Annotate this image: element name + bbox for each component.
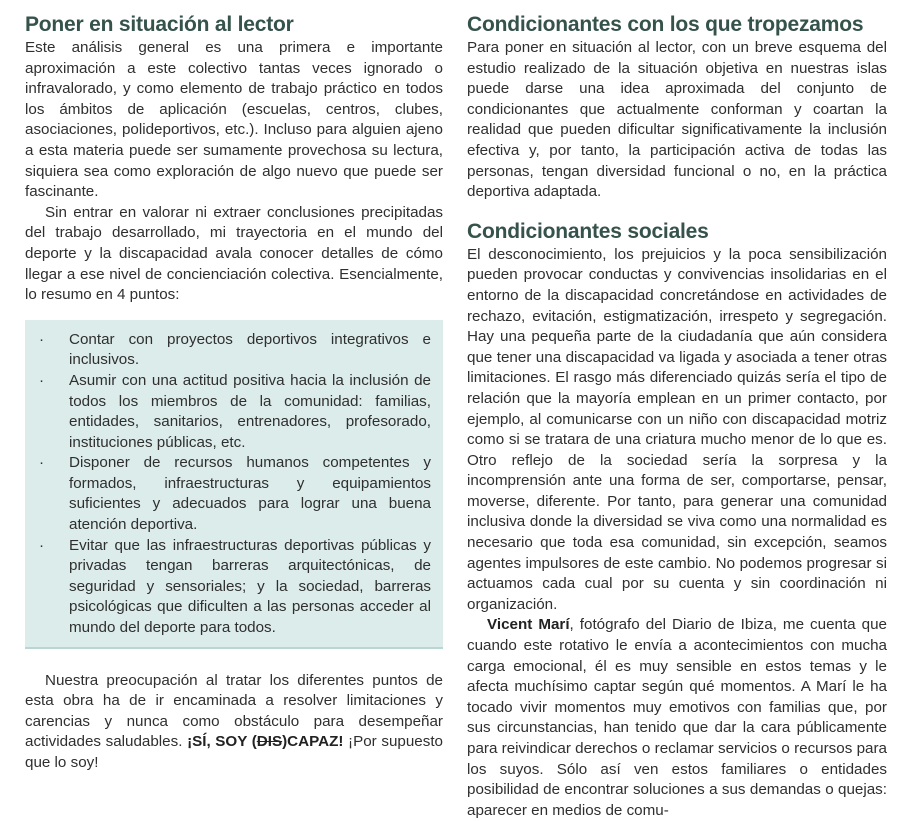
section-heading-condicionantes: Condicionantes con los que tropezamos <box>467 13 864 36</box>
points-intro-paragraph: Sin entrar en valorar ni extraer conclusiones precipitadas del trabajo desarrollado, mi trayectoria en el mundo del deporte y la discapacidad avala conocer detalles de cómo llegar a ese nivel de concienciación colectiva. Esencialmente, lo resumo en 4 puntos: <box>25 203 443 304</box>
section-heading-condicionantes-sociales: Condicionantes sociales <box>467 219 709 243</box>
bullet-icon: · <box>39 454 45 472</box>
list-item: · Evitar que las infraestructuras deportivas públicas y privadas tengan barreras arquitectónicas, de seguridad y sensoriales; y la sociedad, barreras psicológicas que dificulten a las personas acceder al mundo del deporte para todos. <box>39 536 431 637</box>
bullet-icon: · <box>39 330 45 348</box>
conclusion-paragraph: Nuestra preocupación al tratar los diferentes puntos de esta obra ha de ir encaminada a resolver limitaciones y carencias y nunca como obstáculo para desempeñar actividades saludables. ¡SÍ, SOY (DIS)CAPAZ! ¡Por supuesto que lo soy! <box>25 671 443 771</box>
key-points-box <box>25 320 443 649</box>
right-column <box>467 12 887 821</box>
condicionantes-paragraph: Para poner en situación al lector, con un breve esquema del estudio realizado de la situación objetiva en nuestras islas puede darse una idea aproximada del conjunto de condicionantes que actualmente conforman y coartan la realidad que pueden dificultar significativamente la inclusión efectiva y, por tanto, la participación activa de todas las personas, tengan diversidad funcional o no, en la práctica deportiva adaptada. <box>467 39 887 201</box>
bullet-icon: · <box>39 536 45 554</box>
list-item: · Disponer de recursos humanos competentes y formados, infraestructuras y equipamientos suficientes y adecuados para lograr una buena atención deportiva. <box>39 454 431 534</box>
left-column <box>25 12 443 774</box>
key-points-list <box>33 330 431 639</box>
section-heading-poner-en-situacion: Poner en situación al lector <box>25 13 294 36</box>
list-item: · Contar con proyectos deportivos integrativos e inclusivos. <box>39 330 431 369</box>
list-item: · Asumir con una actitud positiva hacia la inclusión de todos los miembros de la comunidad: familias, entidades, sanitarios, entrenadores, profesorado, instituciones públicas, etc. <box>39 371 431 451</box>
intro-paragraph: Este análisis general es una primera e importante aproximación a este colectivo tantas veces ignorado o infravalorado, y como elemento de trabajo práctico en todos los ámbitos de aplicación (escuelas, centros, clubes, asociaciones, polideportivos, etc.). Incluso para alguien ajeno a esta materia puede ser sumamente provechosa su lectura, siquiera sea como exploración de algo nuevo que puede ser fascinante. <box>25 39 443 201</box>
person-name: Vicent Marí <box>487 616 570 634</box>
bullet-icon: · <box>39 371 45 389</box>
vicent-mari-paragraph: Vicent Marí, fotógrafo del Diario de Ibiza, me cuenta que cuando este rotativo le envía a acontecimientos con mucha carga emocional, él es muy sensible en estos temas y le afecta muchísimo captar según qué momentos. A Marí le ha tocado vivir momentos muy emotivos con familias que, por sus circunstancias, han tenido que dar la cara públicamente para reivindicar derechos o reclamar servicios o recursos para los suyos. Sólo así ven estos familiares o entidades posibilidad de encontrar soluciones a sus demandas o quejas: aparecer en medios de comu- <box>467 616 887 819</box>
slogan: ¡SÍ, SOY (DIS)CAPAZ! <box>187 733 344 751</box>
social-paragraph: El desconocimiento, los prejuicios y la poca sensibilización pueden provocar conductas y convivencias insolidarias en el entorno de la discapacidad concretándose en actividades de rechazo, evitación, estigmatización, irrespeto y segregación. Hay una pequeña parte de la ciudadanía que aún considera que tener una discapacidad va ligada y asociada a tener otras limitaciones. El rasgo más diferenciado quizás sería el tipo de relación que la mayoría emplean en un primer contacto, por ejemplo, al comunicarse con un niño con discapacidad motriz como si se tratara de una criatura mucho menor de lo que es. Otro reflejo de la sociedad sería la sorpresa y la incomprensión ante una forma de ser, comportarse, pensar, moverse, diferente. Por tanto, para generar una comunidad inclusiva donde la diversidad se viva como una normalidad es necesario que toda esa comunidad, sin excepción, seamos agentes impulsores de este cambio. No podemos progresar si actuamos cada cual por su cuenta y sin coordinación ni organización. <box>467 245 887 613</box>
